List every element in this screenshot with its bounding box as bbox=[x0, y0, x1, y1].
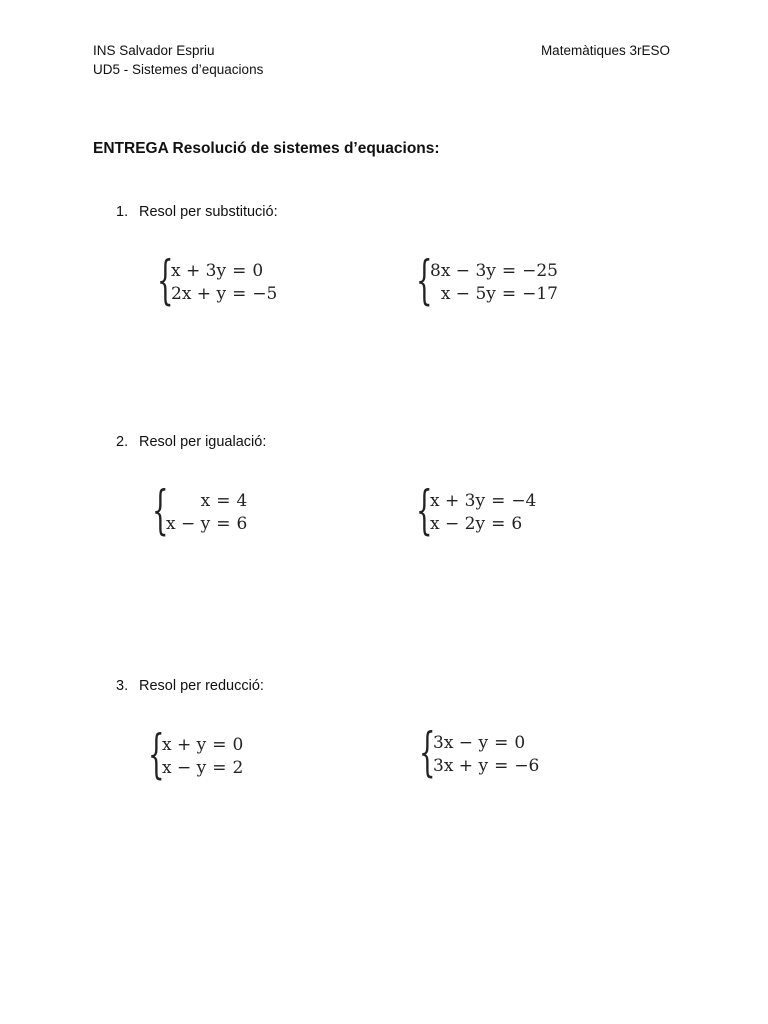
equation-lhs: 8x − 3y bbox=[430, 261, 496, 281]
equation-lhs: x + y bbox=[162, 735, 207, 755]
equals-sign: = bbox=[216, 491, 231, 511]
equations bbox=[171, 261, 277, 305]
equations bbox=[166, 491, 247, 535]
left-brace: { bbox=[416, 251, 433, 311]
equals-sign: = bbox=[491, 514, 506, 534]
equation-rhs: 0 bbox=[514, 733, 526, 753]
exercise-label: Resol per substitució: bbox=[139, 204, 278, 220]
equation-rhs: 0 bbox=[252, 261, 264, 281]
equation-system-3b bbox=[419, 723, 540, 783]
equation-rhs: 4 bbox=[236, 491, 248, 511]
equals-sign: = bbox=[494, 733, 509, 753]
course-name: Matemàtiques 3rESO bbox=[540, 43, 670, 58]
equation-lhs: x − y bbox=[166, 514, 211, 534]
page-title: ENTREGA Resolució de sistemes d’equacions: bbox=[93, 140, 440, 157]
equation-lhs: 2x + y bbox=[171, 284, 227, 304]
equation-lhs: 3x + y bbox=[433, 756, 489, 776]
left-brace: { bbox=[148, 725, 165, 785]
equation-rhs: 6 bbox=[236, 514, 248, 534]
equation-lhs: x + 3y bbox=[430, 491, 486, 511]
exercise-label: Resol per reducció: bbox=[139, 678, 264, 694]
equations bbox=[430, 261, 558, 305]
equations bbox=[433, 733, 539, 777]
equals-sign: = bbox=[232, 261, 247, 281]
equals-sign: = bbox=[501, 261, 517, 281]
equation-system-1b bbox=[416, 251, 559, 311]
equation-lhs: 3x − y bbox=[433, 733, 489, 753]
equation-rhs: −17 bbox=[522, 284, 559, 304]
exercise-3-heading bbox=[116, 678, 264, 694]
equals-sign: = bbox=[501, 284, 517, 304]
exercise-number: 2. bbox=[116, 434, 129, 450]
equation-system-1a bbox=[157, 251, 278, 311]
equation-lhs: x − y bbox=[162, 758, 207, 778]
equals-sign: = bbox=[494, 756, 509, 776]
equations bbox=[430, 491, 536, 535]
equation-lhs: x bbox=[200, 491, 211, 511]
equation-lhs: x + 3y bbox=[171, 261, 227, 281]
equation-system-2b bbox=[416, 481, 537, 541]
equals-sign: = bbox=[216, 514, 231, 534]
equation-rhs: 0 bbox=[232, 735, 244, 755]
exercise-number: 1. bbox=[116, 204, 129, 220]
equation-rhs: 6 bbox=[511, 514, 523, 534]
exercise-1-heading bbox=[116, 204, 278, 220]
left-brace: { bbox=[416, 481, 433, 541]
equation-system-2a bbox=[152, 481, 248, 541]
left-brace: { bbox=[152, 481, 169, 541]
left-brace: { bbox=[157, 251, 174, 311]
equals-sign: = bbox=[232, 284, 247, 304]
exercise-number: 3. bbox=[116, 678, 129, 694]
equals-sign: = bbox=[491, 491, 506, 511]
equation-rhs: −6 bbox=[514, 756, 540, 776]
equation-rhs: −5 bbox=[252, 284, 278, 304]
equation-rhs: −4 bbox=[511, 491, 537, 511]
unit-title: UD5 - Sistemes d’equacions bbox=[93, 62, 264, 77]
equation-rhs: 2 bbox=[232, 758, 244, 778]
equals-sign: = bbox=[212, 758, 227, 778]
equation-rhs: −25 bbox=[522, 261, 559, 281]
equation-lhs: x − 5y bbox=[440, 284, 496, 304]
exercise-label: Resol per igualació: bbox=[139, 434, 267, 450]
equations bbox=[162, 735, 243, 779]
equals-sign: = bbox=[212, 735, 227, 755]
equation-lhs: x − 2y bbox=[430, 514, 486, 534]
equation-system-3a bbox=[148, 725, 244, 785]
header-left bbox=[93, 41, 263, 79]
left-brace: { bbox=[419, 723, 436, 783]
exercise-2-heading bbox=[116, 434, 266, 450]
school-name: INS Salvador Espriu bbox=[93, 43, 215, 58]
header-right bbox=[541, 41, 670, 60]
